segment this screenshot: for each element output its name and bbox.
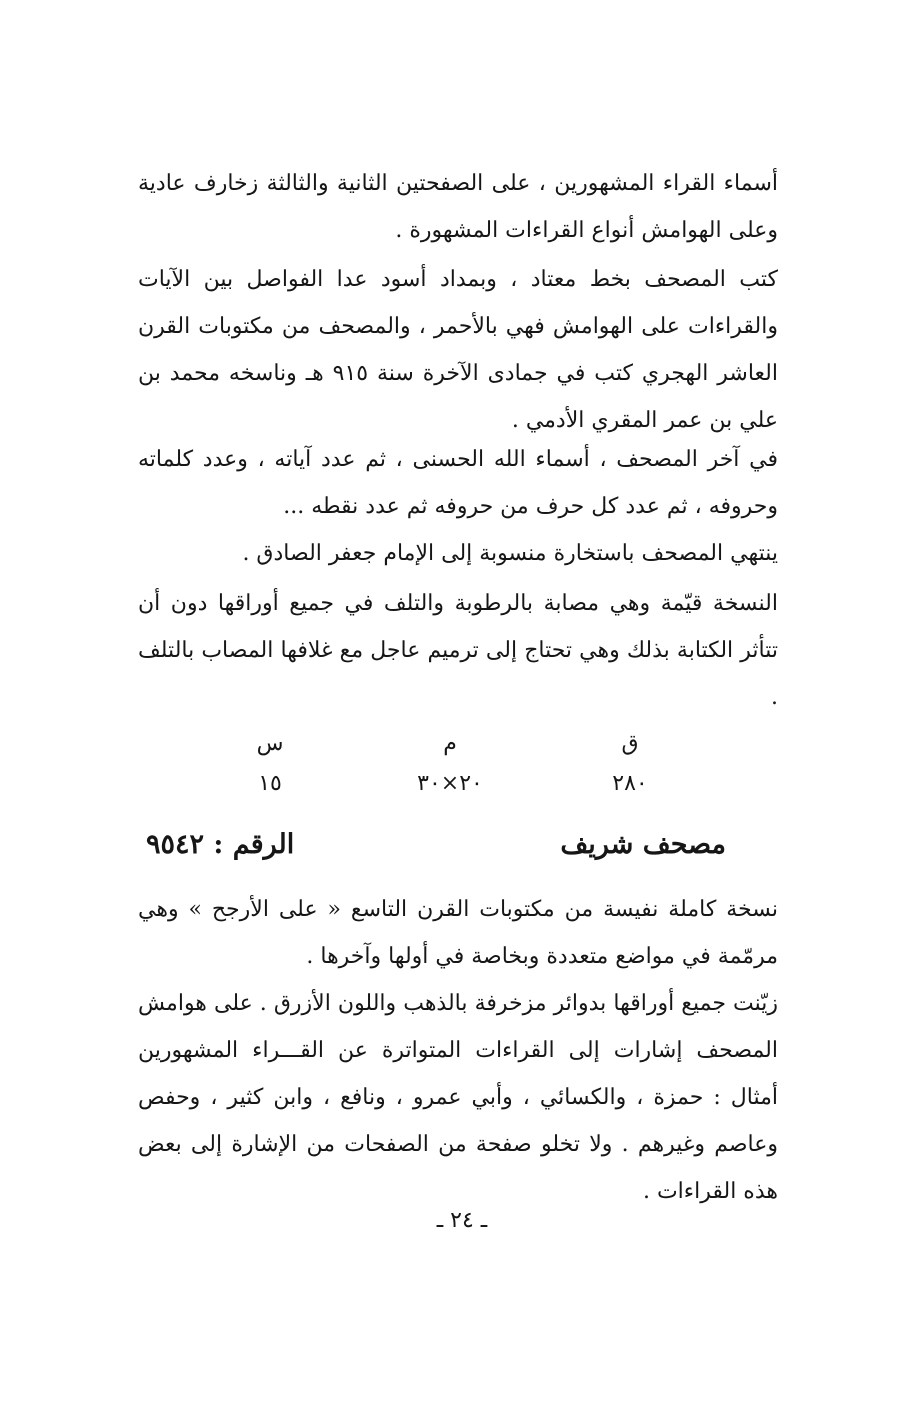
stat-label: م	[443, 731, 457, 756]
entry-title: مصحف شريف	[560, 829, 726, 860]
paragraph-condition: النسخة قيّمة وهي مصابة بالرطوبة والتلف في جميع أوراقها دون أن تتأثر الكتابة بذلك وهي تحتاج إلى ترميم عاجل مع غلافها المصاب بالتلف .	[138, 591, 778, 710]
stat-folios	[560, 724, 700, 804]
stat-value: ٢٠×٣٠	[417, 771, 483, 796]
entry-heading	[146, 822, 726, 868]
paragraph-entry-decoration: زيّنت جميع أوراقها بدوائر مزخرفة بالذهب واللون الأزرق . على هوامش المصحف إشارات إلى القراءات المتواترة عن القـــراء المشهورين أمثال : حمزة ، والكسائي ، وأبي عمرو ، ونافع ، وابن كثير ، وحفص وعاصم وغيرهم . ولا تخلو صفحة من الصفحات من الإشارة إلى بعض هذه القراءات .	[138, 991, 778, 1204]
stat-value: ١٥	[258, 771, 282, 796]
stat-value: ٢٨٠	[612, 771, 648, 796]
paragraph-end-contents: في آخر المصحف ، أسماء الله الحسنى ، ثم عدد آياته ، وعدد كلماته وحروفه ، ثم عدد كل حرف من حروفه ثم عدد نقطه ...	[138, 447, 778, 519]
stat-lines	[200, 724, 340, 804]
entry-number: الرقم : ٩٥٤٢	[146, 829, 295, 860]
paragraph-closing-prayer: ينتهي المصحف باستخارة منسوبة إلى الإمام جعفر الصادق .	[242, 541, 778, 566]
stat-dimensions	[380, 724, 520, 804]
paragraph-script-and-copyist: كتب المصحف بخط معتاد ، وبمداد أسود عدا الفواصل بين الآيات والقراءات على الهوامش فهي بالأحمر ، والمصحف من مكتوبات القرن العاشر الهجري كتب في جمادى الآخرة سنة ٩١٥ هـ وناسخه محمد بن علي بن عمر المقري الأدمي .	[138, 267, 778, 433]
paragraph-entry-description: نسخة كاملة نفيسة من مكتوبات القرن التاسع « على الأرجح » وهي مرمّمة في مواضع متعددة وبخاصة في أولها وآخرها .	[138, 897, 778, 969]
paragraph-readers-decoration: أسماء القراء المشهورين ، على الصفحتين الثانية والثالثة زخارف عادية وعلى الهوامش أنواع القراءات المشهورة .	[138, 171, 778, 243]
manuscript-stats	[200, 724, 700, 804]
page-number: ـ ٢٤ ـ	[436, 1208, 488, 1233]
stat-label: ق	[621, 731, 639, 756]
stat-label: س	[256, 731, 284, 756]
